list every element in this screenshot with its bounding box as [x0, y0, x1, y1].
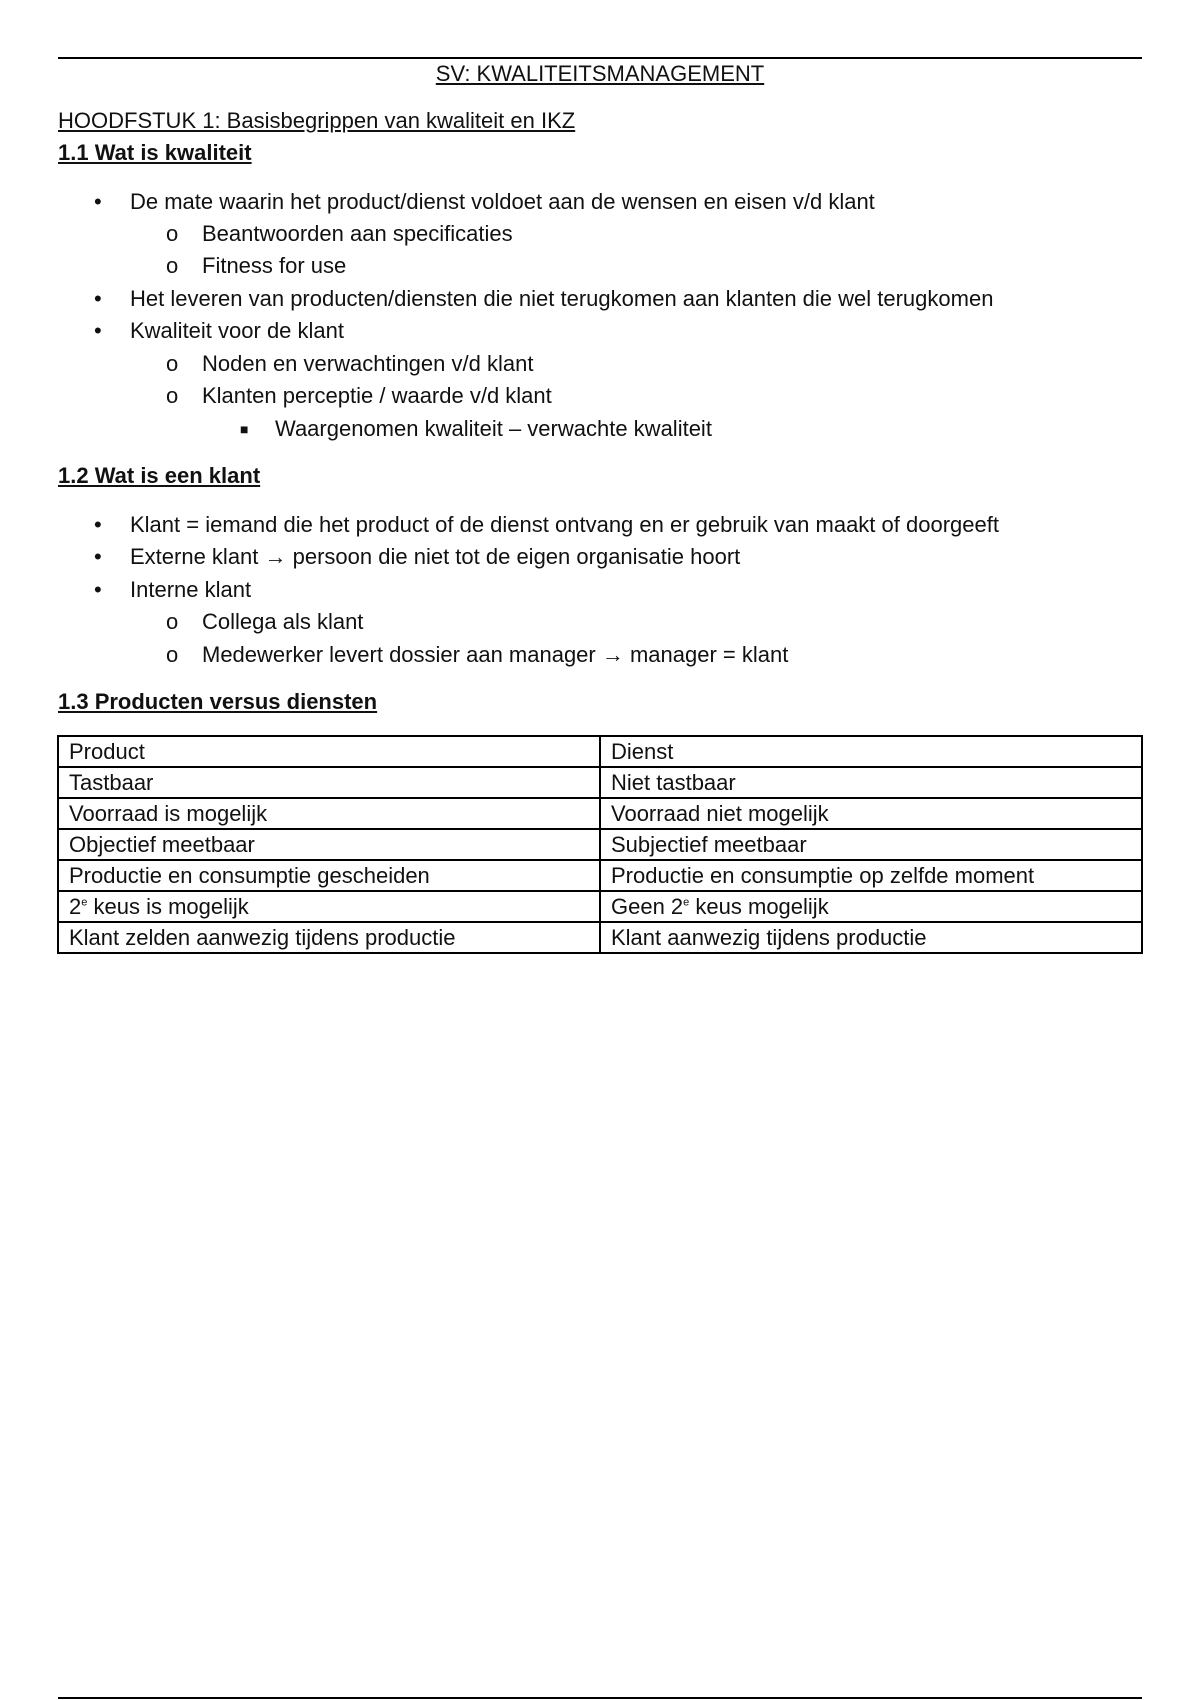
list-item: Kwaliteit voor de klant	[130, 318, 344, 343]
table-cell	[600, 891, 1142, 922]
cell-text: keus is mogelijk	[87, 894, 249, 919]
list-item: Interne klant	[130, 577, 252, 602]
list-item: Beantwoorden aan specificaties	[202, 221, 513, 246]
list-item: Noden en verwachtingen v/d klant	[202, 351, 534, 376]
table-cell: Subjectief meetbaar	[600, 829, 1142, 860]
table-header-row	[58, 736, 1142, 767]
top-rule	[58, 57, 1142, 59]
list-item: Klant = iemand die het product of de dienst ontvang en er gebruik van maakt of doorgeeft	[130, 512, 999, 537]
table-cell: Productie en consumptie op zelfde moment	[600, 860, 1142, 891]
list-item: Collega als klant	[202, 609, 364, 634]
table-cell: Klant aanwezig tijdens productie	[600, 922, 1142, 953]
cell-text: Geen 2	[611, 894, 684, 919]
table-row	[58, 891, 1142, 922]
table-row	[58, 829, 1142, 860]
bullet-dot-icon: •	[94, 577, 102, 602]
list-item: Fitness for use	[202, 253, 347, 278]
superscript: e	[683, 896, 690, 909]
table-cell: Objectief meetbaar	[58, 829, 600, 860]
bullet-circle-icon: o	[166, 221, 179, 246]
table-cell: Voorraad niet mogelijk	[600, 798, 1142, 829]
table-cell: Voorraad is mogelijk	[58, 798, 600, 829]
bullet-dot-icon: •	[94, 544, 102, 569]
bullet-dot-icon: •	[94, 318, 102, 343]
table-row	[58, 860, 1142, 891]
document-title: SV: KWALITEITSMANAGEMENT	[435, 61, 765, 86]
bullet-circle-icon: o	[166, 253, 179, 278]
superscript: e	[81, 896, 88, 909]
table-cell: Productie en consumptie gescheiden	[58, 860, 600, 891]
table-cell	[58, 891, 600, 922]
bullet-dot-icon: •	[94, 286, 102, 311]
table-cell: Tastbaar	[58, 767, 600, 798]
table-header-cell: Product	[58, 736, 600, 767]
bullet-dot-icon: •	[94, 189, 102, 214]
table-header-cell: Dienst	[600, 736, 1142, 767]
bottom-rule	[58, 1697, 1142, 1699]
chapter-heading: HOODFSTUK 1: Basisbegrippen van kwaliteit en IKZ	[58, 108, 576, 133]
list-item: Klanten perceptie / waarde v/d klant	[202, 383, 552, 408]
section-heading-1-1: 1.1 Wat is kwaliteit	[58, 140, 252, 165]
bullet-circle-icon: o	[166, 383, 179, 408]
list-item: Externe klant → persoon die niet tot de eigen organisatie hoort	[130, 544, 741, 569]
table-row	[58, 922, 1142, 953]
table-cell: Niet tastbaar	[600, 767, 1142, 798]
cell-text: 2	[69, 894, 82, 919]
list-item: Waargenomen kwaliteit – verwachte kwaliteit	[275, 416, 712, 441]
list-item: Medewerker levert dossier aan manager → manager = klant	[202, 642, 789, 667]
bullet-dot-icon: •	[94, 512, 102, 537]
table-row	[58, 767, 1142, 798]
list-item: De mate waarin het product/dienst voldoet aan de wensen en eisen v/d klant	[130, 189, 875, 214]
bullet-circle-icon: o	[166, 642, 179, 667]
section-heading-1-2: 1.2 Wat is een klant	[58, 463, 261, 488]
section-heading-1-3: 1.3 Producten versus diensten	[58, 689, 378, 714]
list-item: Het leveren van producten/diensten die niet terugkomen aan klanten die wel terugkomen	[130, 286, 994, 311]
bullet-circle-icon: o	[166, 351, 179, 376]
bullet-circle-icon: o	[166, 609, 179, 634]
comparison-table	[57, 735, 1143, 954]
cell-text: keus mogelijk	[689, 894, 829, 919]
table-cell: Klant zelden aanwezig tijdens productie	[58, 922, 600, 953]
table-row	[58, 798, 1142, 829]
bullet-square-icon: ■	[240, 421, 249, 437]
